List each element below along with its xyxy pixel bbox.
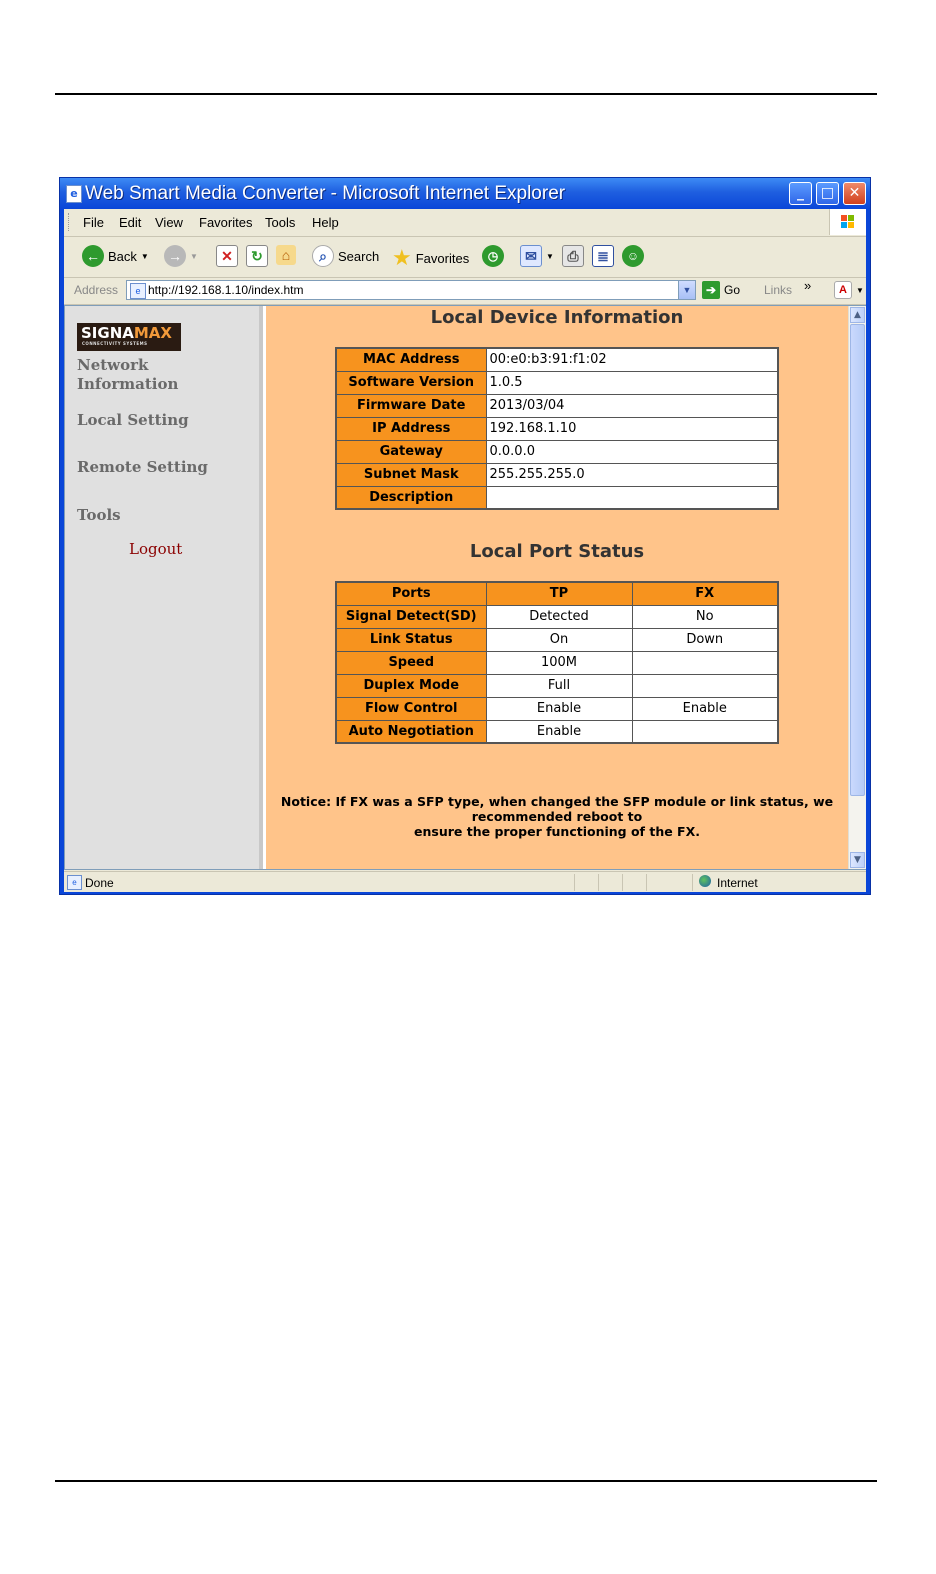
port-tp-value: Full — [486, 674, 632, 697]
status-page-icon: e — [67, 875, 82, 890]
sidebar-item-local-setting[interactable]: Local Setting — [77, 411, 189, 429]
port-label: Signal Detect(SD) — [336, 605, 486, 628]
device-info-table — [335, 347, 779, 510]
go-arrow-icon: ➔ — [702, 281, 720, 299]
table-row — [336, 628, 778, 651]
table-row — [336, 417, 778, 440]
port-status-title: Local Port Status — [469, 541, 645, 562]
status-divider — [646, 874, 647, 891]
table-row — [336, 371, 778, 394]
status-bar — [64, 871, 866, 893]
back-dropdown-icon[interactable]: ▼ — [140, 251, 149, 261]
page-top-rule — [55, 93, 877, 95]
home-button[interactable] — [276, 245, 296, 269]
device-value: 00:e0:b3:91:f1:02 — [486, 348, 778, 371]
device-value: 255.255.255.0 — [486, 463, 778, 486]
device-value: 0.0.0.0 — [486, 440, 778, 463]
address-bar — [64, 278, 866, 305]
back-arrow-icon: ← — [82, 245, 104, 267]
go-label: Go — [724, 283, 741, 297]
port-label: Flow Control — [336, 697, 486, 720]
notice-text — [272, 794, 842, 839]
links-chevron-icon[interactable]: » — [804, 278, 812, 293]
sidebar — [65, 306, 263, 869]
device-label: Gateway — [336, 440, 486, 463]
port-tp-value: 100M — [486, 651, 632, 674]
scroll-up-icon[interactable]: ▲ — [850, 307, 865, 323]
device-label: Firmware Date — [336, 394, 486, 417]
status-text: Done — [85, 876, 114, 890]
menu-view[interactable]: View — [155, 215, 183, 230]
messenger-people-icon: ☺ — [622, 245, 644, 267]
search-button[interactable] — [312, 245, 379, 269]
mail-button[interactable] — [520, 245, 554, 269]
table-row — [336, 394, 778, 417]
page-viewport — [64, 305, 866, 870]
port-fx-value: Down — [632, 628, 778, 651]
table-row — [336, 674, 778, 697]
menu-grip — [68, 213, 72, 231]
port-tp-value: Enable — [486, 697, 632, 720]
search-label: Search — [338, 248, 380, 264]
windows-logo-icon — [829, 209, 866, 235]
forward-dropdown-icon[interactable]: ▼ — [190, 251, 198, 261]
table-row — [336, 605, 778, 628]
search-icon: ⌕ — [312, 245, 334, 267]
history-button[interactable] — [482, 245, 504, 269]
pdf-icon: A — [834, 281, 852, 299]
mail-dropdown-icon[interactable]: ▼ — [546, 251, 554, 261]
status-divider — [574, 874, 575, 891]
browser-window — [59, 177, 871, 895]
port-tp-value: Enable — [486, 720, 632, 743]
title-bar[interactable] — [60, 178, 870, 209]
table-row — [336, 651, 778, 674]
standard-toolbar — [64, 237, 866, 278]
table-row — [336, 697, 778, 720]
printer-icon: ⎙ — [562, 245, 584, 267]
pdf-tool-button[interactable] — [834, 281, 864, 299]
status-divider — [692, 874, 693, 891]
forward-arrow-icon: → — [164, 245, 186, 267]
status-divider — [598, 874, 599, 891]
port-fx-value: No — [632, 605, 778, 628]
menu-file[interactable]: File — [83, 215, 104, 230]
star-icon: ★ — [392, 245, 412, 270]
port-fx-value: Enable — [632, 697, 778, 720]
address-dropdown-icon[interactable]: ▼ — [678, 281, 695, 299]
page-icon: e — [130, 283, 146, 299]
menu-help[interactable]: Help — [312, 215, 339, 230]
logout-link[interactable]: Logout — [129, 540, 183, 558]
device-label: Software Version — [336, 371, 486, 394]
device-label: IP Address — [336, 417, 486, 440]
port-label: Auto Negotiation — [336, 720, 486, 743]
messenger-button[interactable] — [622, 245, 644, 269]
port-fx-value — [632, 651, 778, 674]
logo-brand-a: SIGNA — [81, 324, 134, 342]
pdf-dropdown-icon[interactable]: ▼ — [856, 285, 864, 295]
vertical-scrollbar[interactable] — [848, 306, 866, 869]
device-info-title: Local Device Information — [430, 307, 684, 328]
menu-tools[interactable]: Tools — [265, 215, 296, 230]
device-label: Subnet Mask — [336, 463, 486, 486]
browser-client — [64, 209, 866, 892]
window-title: Web Smart Media Converter - Microsoft Internet Explorer — [85, 183, 566, 204]
history-icon: ◷ — [482, 245, 504, 267]
port-tp-value: On — [486, 628, 632, 651]
logo-tagline: CONNECTIVITY SYSTEMS — [82, 341, 148, 346]
home-icon: ⌂ — [276, 245, 296, 265]
device-value: 1.0.5 — [486, 371, 778, 394]
security-zone: Internet — [717, 876, 758, 890]
close-button[interactable]: ✕ — [843, 182, 866, 205]
favorites-button[interactable] — [392, 245, 469, 269]
address-label: Address — [74, 283, 119, 297]
port-label: Link Status — [336, 628, 486, 651]
page-bottom-rule — [55, 1480, 877, 1482]
scroll-thumb[interactable] — [850, 324, 865, 796]
header-tp: TP — [486, 582, 632, 605]
device-value: 192.168.1.10 — [486, 417, 778, 440]
scroll-down-icon[interactable]: ▼ — [850, 852, 865, 868]
go-button[interactable] — [702, 281, 740, 299]
port-header-row — [336, 582, 778, 605]
signamax-logo — [77, 323, 181, 351]
edit-page-icon: ≣ — [592, 245, 614, 267]
header-ports: Ports — [336, 582, 486, 605]
menu-bar — [64, 209, 866, 237]
device-label: Description — [336, 486, 486, 509]
stop-button[interactable] — [216, 245, 238, 269]
port-fx-value — [632, 720, 778, 743]
port-tp-value: Detected — [486, 605, 632, 628]
device-label: MAC Address — [336, 348, 486, 371]
status-divider — [622, 874, 623, 891]
menu-edit[interactable]: Edit — [119, 215, 142, 230]
address-url: http://192.168.1.10/index.htm — [148, 283, 304, 297]
back-button[interactable] — [82, 245, 149, 269]
port-status-table — [335, 581, 779, 744]
sidebar-item-tools[interactable]: Tools — [77, 506, 121, 524]
mail-icon: ✉ — [520, 245, 542, 267]
sidebar-item-remote-setting[interactable]: Remote Setting — [77, 458, 208, 476]
print-button[interactable] — [562, 245, 584, 269]
port-fx-value — [632, 674, 778, 697]
address-input[interactable] — [126, 280, 696, 300]
device-value: 2013/03/04 — [486, 394, 778, 417]
menu-favorites[interactable]: Favorites — [199, 215, 253, 230]
back-label: Back — [108, 248, 137, 264]
header-fx: FX — [632, 582, 778, 605]
links-button[interactable]: Links — [764, 283, 793, 297]
sidebar-item-network-information[interactable]: Network Information — [77, 356, 179, 393]
minimize-button[interactable]: _ — [789, 182, 812, 205]
main-content — [266, 306, 848, 869]
table-row — [336, 463, 778, 486]
forward-button[interactable] — [164, 245, 198, 269]
internet-globe-icon — [699, 875, 711, 887]
table-row — [336, 440, 778, 463]
port-label: Duplex Mode — [336, 674, 486, 697]
refresh-icon: ↻ — [246, 245, 268, 267]
table-row — [336, 348, 778, 371]
port-label: Speed — [336, 651, 486, 674]
table-row — [336, 486, 778, 509]
stop-icon: ✕ — [216, 245, 238, 267]
notice-line1: Notice: If FX was a SFP type, when changed the SFP module or link status, we recommended reboot to — [280, 794, 834, 824]
notice-line2: ensure the proper functioning of the FX. — [414, 824, 700, 839]
logo-brand-b: MAX — [133, 324, 172, 342]
favorites-label: Favorites — [415, 250, 470, 266]
table-row — [336, 720, 778, 743]
maximize-button[interactable]: □ — [816, 182, 839, 205]
refresh-button[interactable] — [246, 245, 268, 269]
ie-page-icon: e — [66, 185, 82, 203]
device-value — [486, 486, 778, 509]
edit-button[interactable] — [592, 245, 614, 269]
